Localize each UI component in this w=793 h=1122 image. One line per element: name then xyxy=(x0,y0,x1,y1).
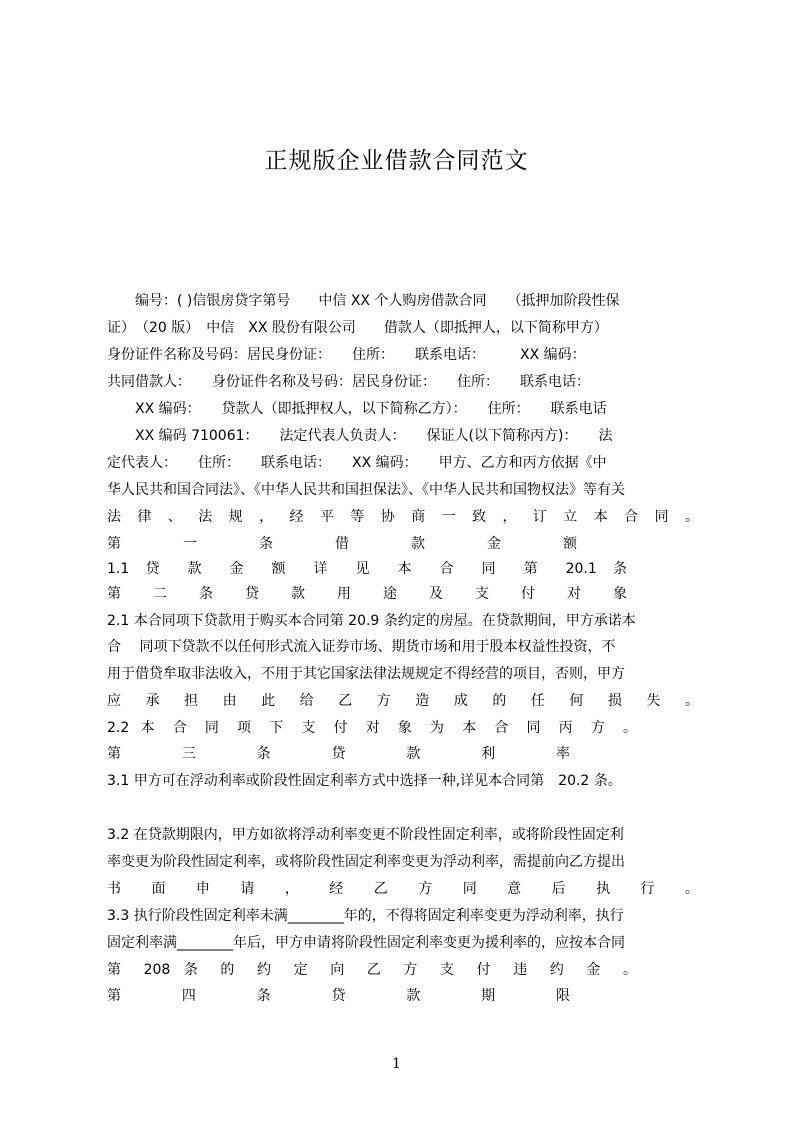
blank-line xyxy=(107,795,699,821)
body-line: 用于借贷牟取非法收入，不用于其它国家法律法规规定不得经营的项目，否则，甲方 xyxy=(107,666,625,682)
article-heading: 第 二 条 贷 款 用 途 及 支 付 对 象 xyxy=(107,586,627,602)
body-line: 身份证件名称及号码：居民身份证： 住所： 联系电话： XX 编码： xyxy=(107,347,586,363)
body-line: 1.1 贷 款 金 额 详 见 本 合 同 第 20.1 条 xyxy=(107,561,627,577)
article-heading: 第 四 条 贷 款 期 限 xyxy=(107,988,570,1004)
body-line: 共同借款人： 身份证件名称及号码：居民身份证： 住所： 联系电话： xyxy=(107,374,590,390)
body-line: 应 承 担 由 此 给 乙 方 造 成 的 任 何 损 失 。 xyxy=(107,693,699,709)
body-line: 固定利率满________年后，甲方申请将阶段性固定利率变更为援利率的，应按本合同 xyxy=(107,935,625,951)
body-line: 第 208 条 的 约 定 向 乙 方 支 付 违 约 金 。 xyxy=(107,962,637,978)
body-line: 3.1 甲方可在浮动利率或阶段性固定利率方式中选择一种,详见本合同第 20.2 条。 xyxy=(107,773,622,789)
article-heading: 第 三 条 贷 款 利 率 xyxy=(107,746,570,762)
body-line: XX 编码 710061： 法定代表人负责人： 保证人(以下简称丙方)： 法 xyxy=(107,428,613,444)
body-line: 3.2 在贷款期限内，甲方如欲将浮动利率变更不阶段性固定利率，或将阶段性固定利 xyxy=(107,827,624,843)
body-line: 编号：( )信银房贷字第号 中信 XX 个人购房借款合同 （抵押加阶段性保 xyxy=(107,293,620,309)
body-line: 法 律 、 法 规 ， 经 平 等 协 商 一 致 ， 订 立 本 合 同 。 xyxy=(107,509,699,525)
document-title: 正规版企业借款合同范文 xyxy=(264,148,529,174)
body-line: 华人民共和国合同法》、《中华人民共和国担保法》、《中华人民共和国物权法》等有关 xyxy=(107,482,625,498)
body-line: 2.2 本 合 同 项 下 支 付 对 象 为 本 合 同 丙 方 。 xyxy=(107,720,637,736)
body-line: XX 编码： 贷款人（即抵押权人，以下简称乙方）： 住所： 联系电话 xyxy=(107,401,607,417)
page-number: 1 xyxy=(392,1056,401,1072)
body-line: 率变更为阶段性固定利率，或将阶段性固定利率变更为浮动利率，需提前向乙方提出 xyxy=(107,854,625,870)
body-line: 2.1 本合同项下贷款用于购买本合同第 20.9 条约定的房屋。在贷款期间，甲方承诺本 xyxy=(107,613,636,629)
article-heading: 第 一 条 借 款 金 额 xyxy=(107,536,577,552)
body-line: 证） （20 版） 中信 XX 股份有限公司 借款人（即抵押人，以下简称甲方） xyxy=(107,320,608,336)
body-line: 合 同项下贷款不以任何形式流入证券市场、期货市场和用于股本权益性投资，不 xyxy=(107,639,616,655)
body-line: 书 面 申 请 ， 经 乙 方 同 意 后 执 行 。 xyxy=(107,881,699,897)
body-line: 定代表人： 住所： 联系电话： XX 编码： 甲方、乙方和丙方依据《中 xyxy=(107,455,607,471)
body-line: 3.3 执行阶段性固定利率未满________年的，不得将固定利率变更为浮动利率，执行 xyxy=(107,908,624,924)
